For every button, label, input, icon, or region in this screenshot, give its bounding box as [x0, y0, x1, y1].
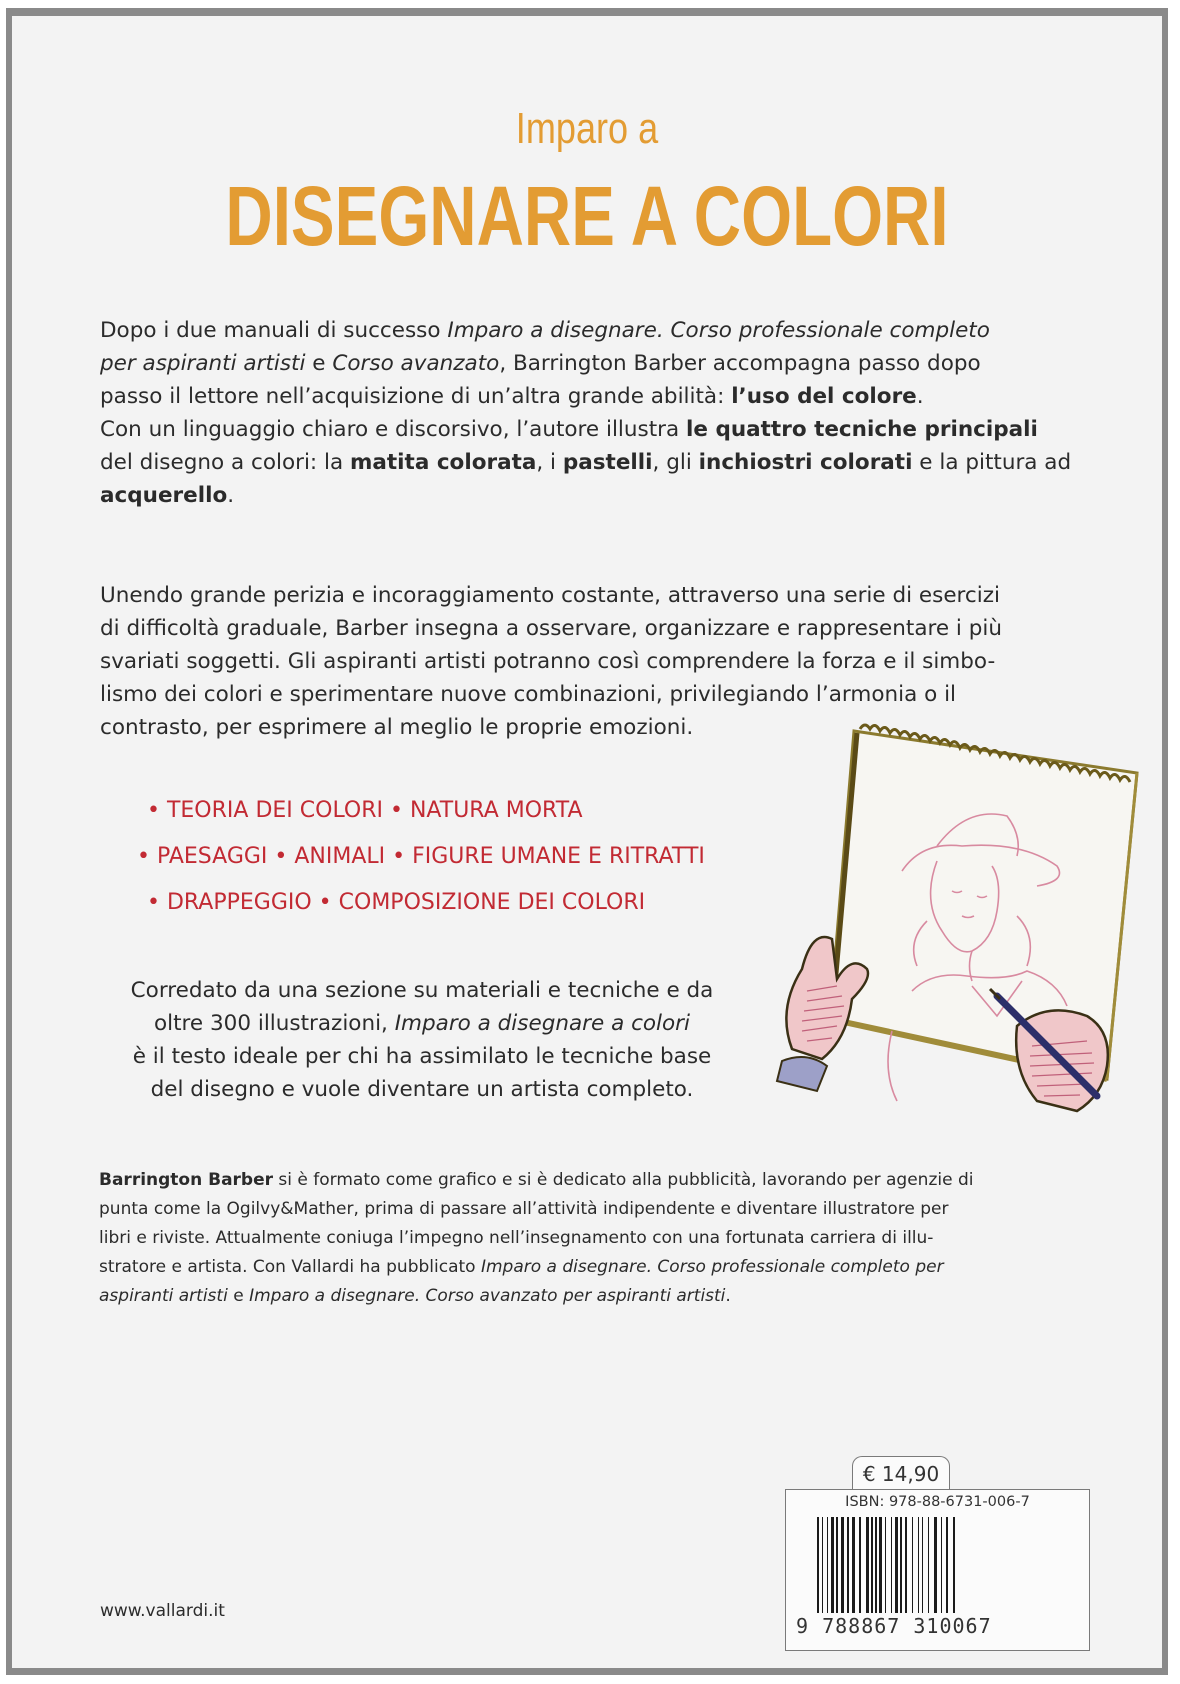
topics-line-2: • PAESAGGI • ANIMALI • FIGURE UMANE E RITRATTI [137, 844, 705, 869]
publisher-website-link[interactable]: www.vallardi.it [100, 1601, 225, 1621]
book-title: DISEGNARE A COLORI [225, 169, 949, 263]
text-line: oltre 300 illustrazioni, Imparo a disegnare a colori [153, 1011, 690, 1036]
text-line: punta come la Ogilvy&Mather, prima di passare all’attività indipendente e diventare illustratore per [99, 1199, 949, 1219]
text-line: Dopo i due manuali di successo Imparo a disegnare. Corso professionale completo [100, 318, 990, 343]
text-line: Corredato da una sezione su materiali e tecniche e da [130, 978, 714, 1003]
text-line: Unendo grande perizia e incoraggiamento costante, attraverso una serie di esercizi [100, 583, 1000, 608]
text-line: è il testo ideale per chi ha assimilato le tecniche base [132, 1044, 712, 1069]
intro-paragraph [100, 314, 1071, 512]
text-line: Con un linguaggio chiaro e discorsivo, l’autore illustra le quattro tecniche principali [100, 417, 1038, 442]
text-line: passo il lettore nell’acquisizione di un’altra grande abilità: l’uso del colore. [100, 384, 924, 409]
text-line: stratore e artista. Con Vallardi ha pubblicato Imparo a disegnare. Corso professionale completo per [99, 1257, 944, 1277]
ean-digits: 9 788867 310067 [796, 1614, 992, 1638]
contents-paragraph [112, 974, 732, 1106]
topics-line-3: • DRAPPEGGIO • COMPOSIZIONE DEI COLORI [147, 890, 646, 915]
text-line: svariati soggetti. Gli aspiranti artisti potranno così comprendere la forza e il simbo- [100, 649, 996, 674]
text-line: aspiranti artisti e Imparo a disegnare. Corso avanzato per aspiranti artisti. [99, 1286, 731, 1306]
author-bio [99, 1166, 973, 1311]
sketchbook-drawing-icon [762, 701, 1162, 1121]
price-label: € 14,90 [852, 1456, 950, 1490]
text-line: del disegno e vuole diventare un artista completo. [150, 1077, 694, 1102]
text-line: lismo dei colori e sperimentare nuove combinazioni, privilegiando l’armonia o il [100, 682, 957, 707]
text-line: per aspiranti artisti e Corso avanzato, Barrington Barber accompagna passo dopo [100, 351, 981, 376]
barcode-icon [813, 1517, 1063, 1625]
book-back-cover [12, 16, 1162, 1668]
isbn-label: ISBN: 978-88-6731-006-7 [845, 1494, 1030, 1510]
barcode-box [785, 1489, 1090, 1651]
text-line: di difficoltà graduale, Barber insegna a osservare, organizzare e rappresentare i più [100, 616, 1002, 641]
text-line: Barrington Barber si è formato come grafico e si è dedicato alla pubblicità, lavorando per agenzie di [99, 1170, 974, 1190]
title-prefix: Imparo a [515, 104, 659, 153]
text-line: del disegno a colori: la matita colorata, i pastelli, gli inchiostri colorati e la pittura ad [100, 450, 1072, 475]
text-line: contrasto, per esprimere al meglio le proprie emozioni. [100, 715, 694, 740]
topics-line-1: • TEORIA DEI COLORI • NATURA MORTA [147, 798, 583, 823]
text-line: acquerello. [100, 483, 235, 508]
text-line: libri e riviste. Attualmente coniuga l’impegno nell’insegnamento con una fortunata carriera di illu- [99, 1228, 934, 1248]
